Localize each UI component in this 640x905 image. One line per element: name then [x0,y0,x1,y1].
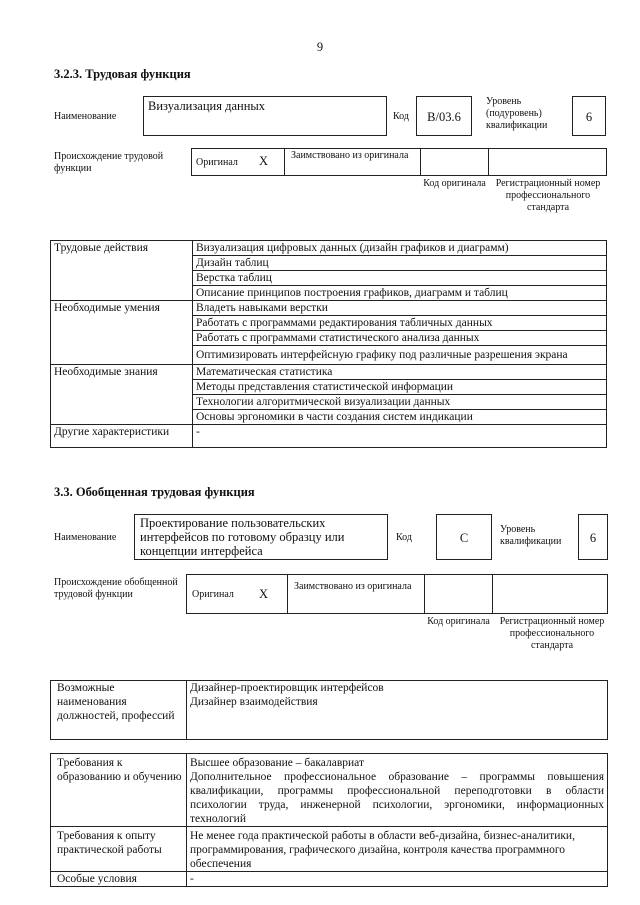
req-line: Не менее года практической работы в области веб-дизайна, бизнес-аналитики, программирования, графического дизайна, контроля качества программного обеспечения [190,830,575,870]
row-category: Необходимые умения [51,301,193,365]
req-value [187,827,608,872]
positions-table [50,680,608,740]
row-item: Методы представления статистической информации [193,380,607,395]
page-number: 9 [316,40,324,54]
divider [420,148,421,176]
original-label: Оригинал [196,157,238,168]
req-line: Высшее образование – бакалавриат [190,757,364,769]
row-item: Оптимизировать интерфейсную графику под различные разрешения экрана [193,346,607,365]
table-row [51,681,608,740]
origin-label: Происхождение трудовой функции [54,151,164,174]
code-value: В/03.6 [427,110,461,124]
position-item: Дизайнер-проектировщик интерфейсов [190,682,384,694]
row-item: Работать с программами редактирования табличных данных [193,316,607,331]
row-item: Верстка таблиц [193,271,607,286]
origin-row [186,574,608,614]
name-label: Наименование [54,532,117,543]
original-mark: X [259,154,269,168]
position-item: Дизайнер взаимодействия [190,696,318,708]
code-value: С [459,531,469,545]
code-value-box [416,96,472,136]
level-label: Уровень (подуровень) квалификации [486,96,548,131]
original-label: Оригинал [192,589,234,600]
code-value-box [436,514,492,560]
table-row [51,872,608,887]
origin-label: Происхождение обобщенной трудовой функции [54,577,178,600]
borrowed-label: Заимствовано из оригинала [291,150,409,161]
row-item: Работать с программами статистического анализа данных [193,331,607,346]
orig-code-label: Код оригинала [427,616,490,627]
divider [492,574,493,614]
table-row [51,827,608,872]
level-value-box [572,96,606,136]
section-heading-33: 3.3. Обобщенная трудовая функция [54,485,255,499]
code-label: Код [393,111,409,122]
positions-values [187,681,608,740]
code-label: Код [396,532,412,543]
name-value-box [143,96,387,136]
divider [488,148,489,176]
divider [287,574,288,614]
row-item: Описание принципов построения графиков, диаграмм и таблиц [193,286,607,301]
original-mark: X [259,587,269,601]
req-label: Требования к опыту практической работы [51,827,187,872]
row-item: Дизайн таблиц [193,256,607,271]
divider [284,148,285,176]
row-item: Основы эргономики в части создания систем индикации [193,410,607,425]
row-item: Владеть навыками верстки [193,301,607,316]
row-category: Необходимые знания [51,365,193,425]
row-item: Технологии алгоритмической визуализации данных [193,395,607,410]
table-row [51,754,608,827]
name-value-box [134,514,388,560]
labor-function-table [50,240,607,448]
row-item: Визуализация цифровых данных (дизайн графиков и диаграмм) [193,241,607,256]
level-label: Уровень квалификации [500,524,562,547]
req-line: - [190,873,194,885]
name-value: Визуализация данных [148,99,266,113]
req-line: Дополнительное профессиональное образование – программы повышения квалификации, программы профессиональной переподготовки в области психологии труда, инженерной психологии, эргономики, информационных технологий [190,771,604,825]
req-value [187,754,608,827]
reg-num-label: Регистрационный номер профессионального стандарта [495,178,601,213]
table-row [51,425,607,448]
row-item: Математическая статистика [193,365,607,380]
row-category: Другие характеристики [51,425,193,448]
level-value-box [578,514,608,560]
req-value [187,872,608,887]
req-label: Особые условия [51,872,187,887]
divider [424,574,425,614]
requirements-table [50,753,608,887]
table-row [51,365,607,380]
section-heading-323: 3.2.3. Трудовая функция [54,67,191,81]
reg-num-label: Регистрационный номер профессионального стандарта [499,616,605,651]
name-value: Проектирование пользовательских интерфейсов по готовому образцу или концепции интерфейса [140,516,345,558]
req-label: Требования к образованию и обучению [51,754,187,827]
table-row [51,241,607,256]
positions-label: Возможные наименования должностей, профессий [51,681,187,740]
orig-code-label: Код оригинала [423,178,486,189]
borrowed-label: Заимствовано из оригинала [294,581,412,592]
table-row [51,301,607,316]
row-category: Трудовые действия [51,241,193,301]
level-value: 6 [589,531,597,545]
row-item: - [193,425,607,448]
name-label: Наименование [54,111,117,122]
level-value: 6 [585,110,593,124]
